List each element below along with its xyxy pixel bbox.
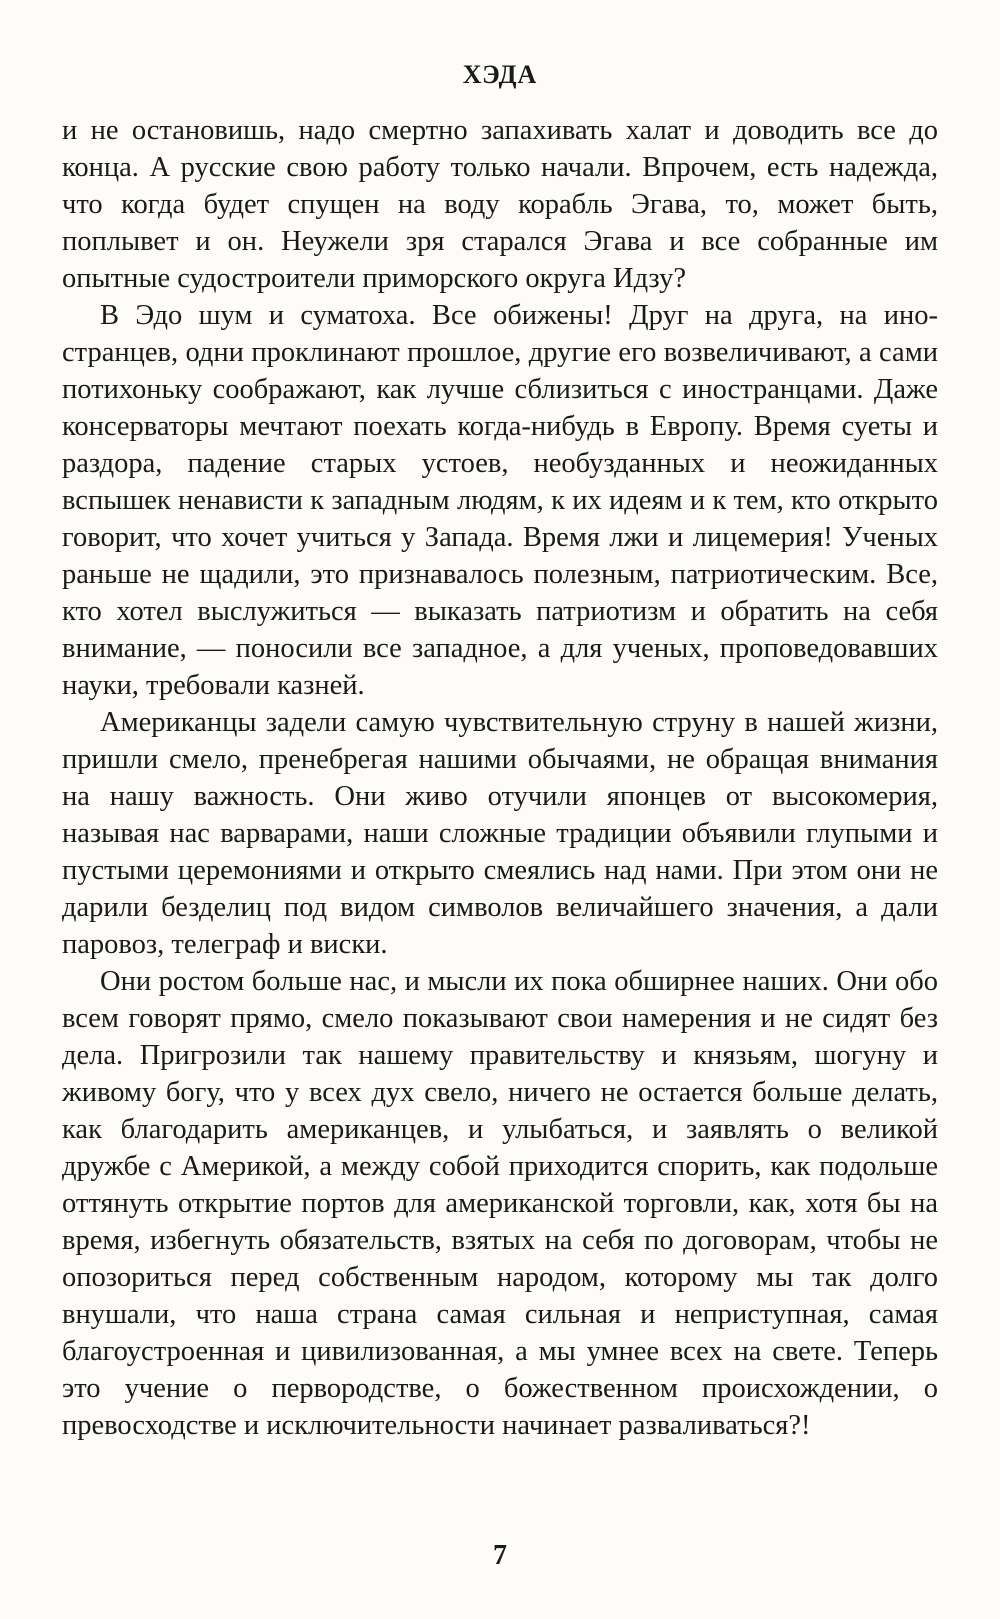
body-text [62,112,938,1444]
paragraph-3: Американцы задели самую чувствительную струну в нашей жизни, пришли смело, пренебрегая нашими обычаями, не обращая внимания на нашу важность. Они живо отучили японцев от высокомерия, называя нас варварами, наши сложные традиции объявили глупыми и пустыми церемониями и открыто смеялись над нами. При этом они не дарили безделиц под видом символов величайшего значения, а дали паровоз, телеграф и виски. [62,707,938,960]
running-head: ХЭДА [462,60,538,89]
paragraph-1: и не остановишь, надо смертно запахивать халат и доводить все до конца. А русские свою работу только начали. Впрочем, есть надежда, что когда будет спущен на воду корабль Эгава, то, может быть, поплывет и он. Неужели зря старался Эгава и все собранные им опытные судостроители приморского округа Идзу? [62,115,938,294]
paragraph-2: В Эдо шум и суматоха. Все обижены! Друг на друга, на иностранцев, одни проклинают прошлое, другие его возвеличивают, а сами потихоньку соображают, как лучше сблизиться с иностранцами. Даже консерваторы мечтают поехать когда-нибудь в Европу. Время суеты и раздора, падение старых устоев, необузданных и неожиданных вспышек ненависти к западным людям, к их идеям и к тем, кто открыто говорит, что хочет учиться у Запада. Время лжи и лицемерия! Ученых раньше не щадили, это признавалось полезным, патриотическим. Все, кто хотел выслужиться — выказать патриотизм и обратить на себя внимание, — поносили все западное, а для ученых, проповедовавших науки, требовали казней. [62,300,938,701]
page-number: 7 [493,1540,507,1571]
paragraph-4: Они ростом больше нас, и мысли их пока обширнее наших. Они обо всем говорят прямо, смело показывают свои намерения и не сидят без дела. Пригрозили так нашему правительству и князьям, шогуну и живому богу, что у всех дух свело, ничего не остается больше делать, как благодарить американцев, и улыбаться, и заявлять о великой дружбе с Америкой, а между собой приходится спорить, как подольше оттянуть открытие портов для американской торговли, как, хотя бы на время, избегнуть обязательств, взятых на себя по договорам, чтобы не опозориться перед собственным народом, которому мы так долго внушали, что наша страна самая сильная и неприступная, самая благоустроенная и цивилизованная, а мы умнее всех на свете. Теперь это учение о первородстве, о божественном происхождении, о превосходстве и исключительности начинает разваливаться?! [62,966,938,1441]
